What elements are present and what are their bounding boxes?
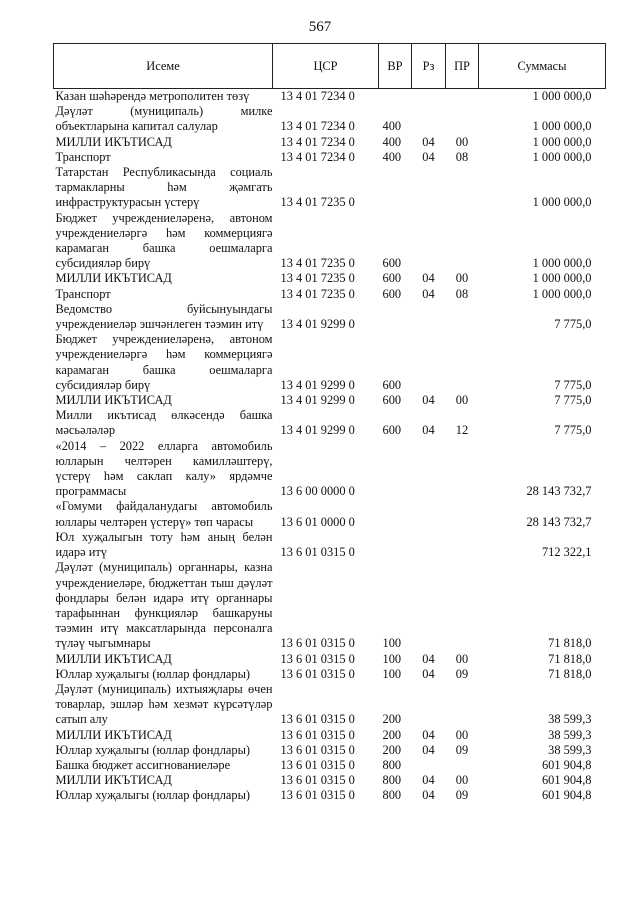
row-sum: 1 000 000,0	[532, 89, 592, 103]
row-sum: 7 775,0	[554, 393, 592, 408]
row-name: Дәүләт (муниципаль) органнары, казна учреждениеләре, бюджеттан тыш дәүләт фондлары белән идарә итү органнары тарафыннан функцияләр башкаруны тәэмин итү максатларында персоналга түләү чыгымнары	[55, 560, 273, 651]
row-rz: 04	[422, 742, 435, 757]
row-sum: 38 599,3	[548, 727, 592, 742]
row-pr: 00	[455, 773, 469, 788]
row-sum: 7 775,0	[554, 317, 592, 332]
row-csr: 13 6 01 0315 0	[280, 636, 355, 651]
table-row	[54, 165, 606, 211]
row-name: Башка бюджет ассигнованиеләре	[55, 757, 231, 772]
row-vr: 600	[382, 286, 402, 301]
row-rz: 04	[422, 423, 435, 438]
row-name: «Гомуми файдаланудагы автомобиль юллары челтәрен үстерү» төп чарасы	[55, 499, 273, 529]
table-row	[54, 560, 606, 651]
row-pr	[446, 104, 479, 134]
row-rz: 04	[422, 666, 435, 681]
row-vr: 800	[382, 788, 402, 803]
row-pr	[446, 560, 479, 651]
row-vr: 600	[382, 423, 402, 438]
row-pr: 12	[455, 423, 469, 438]
row-vr	[379, 302, 412, 332]
table-row	[54, 135, 606, 150]
row-rz: 04	[422, 393, 435, 408]
header-pr: ПР	[446, 44, 479, 89]
row-name: Дәүләт (муниципаль) милке объектларына капитал салулар	[55, 104, 273, 134]
row-vr	[379, 530, 412, 560]
row-rz: 04	[422, 651, 435, 666]
row-vr: 600	[382, 393, 402, 408]
row-rz	[412, 439, 446, 500]
row-vr: 200	[382, 727, 402, 742]
row-csr: 13 6 01 0315 0	[280, 712, 355, 727]
row-csr: 13 6 01 0315 0	[280, 727, 355, 742]
row-rz: 04	[422, 727, 435, 742]
row-pr: 00	[455, 134, 469, 149]
row-vr	[379, 499, 412, 529]
header-csr: ЦСР	[273, 44, 379, 89]
table-row	[54, 211, 606, 272]
row-name: Транспорт	[55, 149, 111, 164]
table-row	[54, 728, 606, 743]
row-pr	[446, 758, 479, 773]
row-name: «2014 – 2022 елларга автомобиль юлларын челтәрен камилләштерү, үстерү һәм саклап калу» ярдәмче программасы	[55, 438, 273, 499]
row-pr: 09	[455, 742, 469, 757]
row-csr: 13 4 01 9299 0	[280, 377, 355, 392]
row-csr: 13 6 01 0315 0	[280, 757, 355, 772]
table-body	[54, 89, 606, 804]
table-row	[54, 332, 606, 393]
row-sum: 1 000 000,0	[532, 256, 592, 271]
row-pr	[446, 499, 479, 529]
row-rz: 04	[422, 134, 435, 149]
row-name: Дәүләт (муниципаль) ихтыяҗлары өчен товарлар, эшләр һәм хезмәт күрсәтүләр сатып алу	[55, 681, 273, 727]
row-name: МИЛЛИ ИКЪТИСАД	[55, 134, 172, 149]
row-pr: 00	[455, 727, 469, 742]
row-vr: 400	[382, 149, 402, 164]
table-row	[54, 499, 606, 529]
row-rz: 04	[422, 773, 435, 788]
header-rz: Рз	[412, 44, 446, 89]
table-row	[54, 773, 606, 788]
row-csr: 13 4 01 7235 0	[280, 286, 355, 301]
table-row	[54, 758, 606, 773]
row-sum: 7 775,0	[554, 423, 592, 438]
row-csr: 13 4 01 9299 0	[280, 423, 355, 438]
row-pr: 09	[455, 666, 469, 681]
row-rz	[412, 560, 446, 651]
page-number: 567	[308, 19, 332, 35]
row-sum: 712 322,1	[541, 545, 592, 560]
table-row	[54, 788, 606, 803]
row-sum: 1 000 000,0	[532, 134, 592, 149]
row-pr	[446, 211, 479, 272]
row-csr: 13 4 01 7234 0	[280, 89, 355, 103]
row-vr: 100	[382, 666, 402, 681]
row-sum: 1 000 000,0	[532, 271, 592, 286]
row-csr: 13 4 01 7235 0	[280, 271, 355, 286]
row-pr	[446, 530, 479, 560]
row-vr: 100	[382, 636, 402, 651]
row-sum: 1 000 000,0	[532, 119, 592, 134]
row-csr: 13 4 01 7235 0	[280, 256, 355, 271]
table-row	[54, 302, 606, 332]
budget-table	[53, 43, 606, 804]
row-rz: 04	[422, 286, 435, 301]
row-csr: 13 6 01 0315 0	[280, 788, 355, 803]
table-row	[54, 89, 606, 105]
row-csr: 13 4 01 7235 0	[280, 195, 355, 210]
row-csr: 13 6 01 0315 0	[280, 742, 355, 757]
table-row	[54, 439, 606, 500]
row-sum: 7 775,0	[554, 377, 592, 392]
row-rz	[412, 682, 446, 728]
row-rz	[412, 332, 446, 393]
row-pr	[446, 89, 479, 105]
row-csr: 13 6 00 0000 0	[280, 484, 355, 499]
row-name: МИЛЛИ ИКЪТИСАД	[55, 271, 172, 286]
row-sum: 601 904,8	[541, 757, 592, 772]
row-name: МИЛЛИ ИКЪТИСАД	[55, 727, 172, 742]
row-sum: 1 000 000,0	[532, 195, 592, 210]
row-vr	[379, 165, 412, 211]
row-vr: 200	[382, 742, 402, 757]
row-vr: 600	[382, 256, 402, 271]
header-sum: Суммасы	[479, 44, 606, 89]
header-name: Исеме	[54, 44, 273, 89]
row-pr	[446, 682, 479, 728]
table-row	[54, 287, 606, 302]
row-name: Бюджет учреждениеләренә, автоном учреждениеләргә һәм коммерциягә карамаган башка оешмаларга субсидияләр бирү	[55, 332, 273, 392]
row-name: Бюджет учреждениеләренә, автоном учреждениеләргә һәм коммерциягә карамаган башка оешмаларга субсидияләр бирү	[55, 210, 273, 271]
table-row	[54, 104, 606, 134]
row-csr: 13 6 01 0315 0	[280, 545, 355, 560]
row-pr	[446, 439, 479, 500]
row-rz	[412, 530, 446, 560]
row-sum: 1 000 000,0	[532, 149, 592, 164]
row-csr: 13 4 01 7234 0	[280, 119, 355, 134]
row-pr: 00	[455, 393, 469, 408]
row-pr	[446, 332, 479, 393]
row-sum: 71 818,0	[548, 666, 592, 681]
row-pr	[446, 302, 479, 332]
row-vr: 400	[382, 134, 402, 149]
table-row	[54, 150, 606, 165]
table-row	[54, 393, 606, 408]
row-vr: 600	[382, 377, 402, 392]
row-sum: 38 599,3	[548, 742, 592, 757]
row-pr: 09	[455, 788, 469, 803]
row-name: Ведомство буйсынуындагы учреждениеләр эшчәнлеген тәэмин итү	[55, 301, 273, 332]
row-name: Юллар хуҗалыгы (юллар фондлары)	[55, 788, 251, 803]
row-csr: 13 4 01 9299 0	[280, 393, 355, 408]
row-vr: 200	[382, 712, 402, 727]
row-name: Юллар хуҗалыгы (юллар фондлары)	[55, 666, 251, 681]
row-pr	[446, 165, 479, 211]
row-csr: 13 6 01 0315 0	[280, 666, 355, 681]
row-name: Юл хуҗалыгын тоту һәм аның белән идарә итү	[55, 529, 273, 560]
table-row	[54, 530, 606, 560]
row-csr: 13 4 01 9299 0	[280, 317, 355, 332]
row-rz: 04	[422, 271, 435, 286]
row-vr: 400	[382, 119, 402, 134]
row-pr: 00	[455, 271, 469, 286]
row-name: Казан шәһәрендә метрополитен төзү	[55, 89, 250, 103]
table-row	[54, 652, 606, 667]
row-rz	[412, 104, 446, 134]
row-csr: 13 4 01 7234 0	[280, 134, 355, 149]
table-header-row	[54, 44, 606, 89]
row-name: Татарстан Республикасында социаль тармакларны һәм җәмгать инфраструктурасын үстерү	[55, 165, 273, 210]
table-row	[54, 743, 606, 758]
row-name: Юллар хуҗалыгы (юллар фондлары)	[55, 742, 251, 757]
row-rz	[412, 758, 446, 773]
row-sum: 601 904,8	[541, 773, 592, 788]
row-sum: 28 143 732,7	[526, 514, 592, 529]
row-vr: 100	[382, 651, 402, 666]
row-csr: 13 6 01 0000 0	[280, 514, 355, 529]
table-row	[54, 271, 606, 286]
row-name: МИЛЛИ ИКЪТИСАД	[55, 651, 172, 666]
row-name: Транспорт	[55, 286, 111, 301]
row-name: Милли икътисад өлкәсендә башка мәсьәләләр	[55, 408, 273, 438]
header-vr: ВР	[379, 44, 412, 89]
row-vr	[379, 89, 412, 105]
table-row	[54, 682, 606, 728]
row-csr: 13 6 01 0315 0	[280, 651, 355, 666]
row-vr: 800	[382, 773, 402, 788]
row-sum: 28 143 732,7	[526, 484, 592, 499]
row-rz	[412, 302, 446, 332]
row-rz	[412, 165, 446, 211]
row-pr: 08	[455, 286, 469, 301]
row-rz: 04	[422, 149, 435, 164]
row-vr: 800	[382, 757, 402, 772]
row-rz	[412, 499, 446, 529]
row-rz	[412, 89, 446, 105]
row-vr	[379, 439, 412, 500]
row-name: МИЛЛИ ИКЪТИСАД	[55, 393, 172, 408]
row-rz: 04	[422, 788, 435, 803]
table-row	[54, 667, 606, 682]
row-sum: 71 818,0	[548, 636, 592, 651]
row-csr: 13 6 01 0315 0	[280, 773, 355, 788]
table-row	[54, 408, 606, 438]
row-vr: 600	[382, 271, 402, 286]
row-name: МИЛЛИ ИКЪТИСАД	[55, 773, 172, 788]
row-sum: 1 000 000,0	[532, 286, 592, 301]
row-pr: 08	[455, 149, 469, 164]
row-sum: 38 599,3	[548, 712, 592, 727]
row-rz	[412, 211, 446, 272]
row-sum: 601 904,8	[541, 788, 592, 803]
row-pr: 00	[455, 651, 469, 666]
row-sum: 71 818,0	[548, 651, 592, 666]
row-csr: 13 4 01 7234 0	[280, 149, 355, 164]
